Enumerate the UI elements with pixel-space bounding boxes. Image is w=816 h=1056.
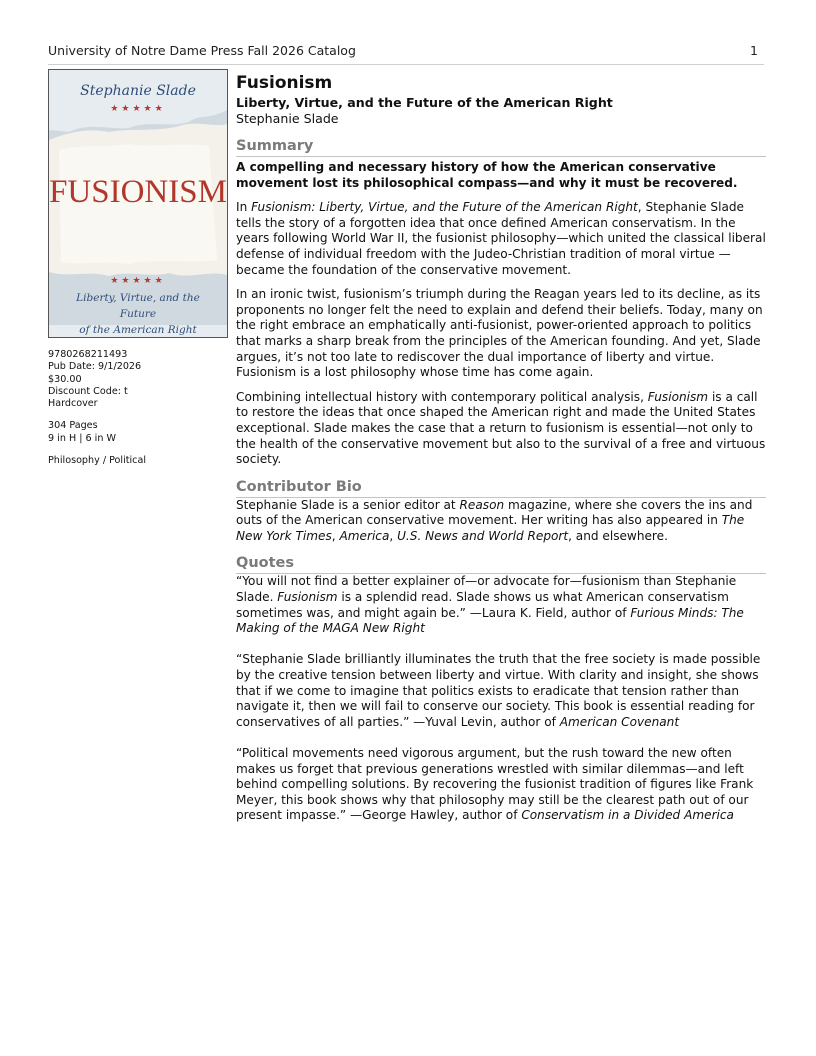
summary-paragraph-3: Combining intellectual history with contemporary political analysis, Fusionism is a call to restore the ideas that once shaped the American right and made the United States exceptional. Slade makes the case that a return to fusionism is essential—not only to the health of the conservative movement but also to the survival of a free and virtuous society. <box>236 389 766 467</box>
page-count: 304 Pages <box>48 420 98 432</box>
page-number: 1 <box>750 43 758 58</box>
book-metadata <box>48 349 228 467</box>
cover-stars-top: ★★★★★ <box>110 104 166 114</box>
quote-2: “Stephanie Slade brilliantly illuminates the truth that the free society is made possible by the creative tension between liberty and virtue. With clarity and insight, she shows that if we come to imagine that politics exists to eradicate that tension rather than navigate it, then we will fail to conserve our society. This book is essential reading for conservatives of all parties.” —Yuval Levin, author of American Covenant <box>236 652 761 729</box>
catalog-title: University of Notre Dame Press Fall 2026 Catalog <box>48 43 356 58</box>
quotes-heading: Quotes <box>236 554 766 574</box>
book-subtitle: Liberty, Virtue, and the Future of the American Right <box>236 95 613 110</box>
header-divider <box>48 64 764 65</box>
cover-subtitle <box>57 290 219 338</box>
quote-3: “Political movements need vigorous argument, but the rush toward the new often makes us forget that previous generations wrestled with similar dilemmas—and left behind compelling solutions. By recovering the fusionist tradition of figures like Frank Meyer, this book shows why that philosophy may still be the clearest path out of our present impasse.” —George Hawley, author of Conservatism in a Divided America <box>236 746 754 823</box>
contributor-bio-heading: Contributor Bio <box>236 478 766 498</box>
summary-paragraph-1: In Fusionism: Liberty, Virtue, and the Future of the American Right, Stephanie Slade tells the story of a forgotten idea that once defined American conservatism. In the years following World War II, the fusionist philosophy—which united the classical liberal defense of individual freedom with the Judeo-Christian tradition of moral virtue —became the foundation of the conservative movement. <box>236 200 766 277</box>
contributor-bio: Stephanie Slade is a senior editor at Reason magazine, where she covers the ins and outs of the American conservative movement. Her writing has also appeared in The New York Times, America, U.S. News and World Report, and elsewhere. <box>236 497 753 543</box>
book-details <box>236 72 766 824</box>
cover-title: FUSIONISM <box>49 174 227 210</box>
cover-stars-bottom: ★★★★★ <box>110 276 166 286</box>
discount-code: Discount Code: t <box>48 385 128 397</box>
category: Philosophy / Political <box>48 455 147 467</box>
dimensions: 9 in H | 6 in W <box>48 432 116 444</box>
summary-paragraph-2: In an ironic twist, fusionism’s triumph during the Reagan years led to its decline, as its proponents no longer felt the need to explain and defend their beliefs. Today, many on the right embrace an emphatically anti-fusionist, power-oriented approach to politics that marks a sharp break from the principles of the American founding. And yet, Slade argues, it’s not too late to rediscover the dual importance of liberty and virtue. Fusionism is a lost philosophy whose time has come again. <box>236 287 763 380</box>
cover-author: Stephanie Slade <box>80 83 196 99</box>
price: $30.00 <box>48 373 82 385</box>
cover-subtitle-line2: of the American Right <box>79 324 197 336</box>
book-title: Fusionism <box>236 73 333 93</box>
summary-heading: Summary <box>236 137 766 157</box>
catalog-header <box>48 43 764 58</box>
book-cover <box>48 69 228 338</box>
pub-date: Pub Date: 9/1/2026 <box>48 361 142 373</box>
cover-subtitle-line1: Liberty, Virtue, and the Future <box>76 292 200 320</box>
binding: Hardcover <box>48 398 98 410</box>
summary-lead: A compelling and necessary history of how the American conservative movement lost its philosophical compass—and why it must be recovered. <box>236 160 738 190</box>
isbn: 9780268211493 <box>48 349 128 360</box>
book-author: Stephanie Slade <box>236 111 339 126</box>
quote-1: “You will not find a better explainer of—or advocate for—fusionism than Stephanie Slade. Fusionism is a splendid read. Slade shows us what American conservatism sometimes was, and might again be.” —Laura K. Field, author of Furious Minds: The Making of the MAGA New Right <box>236 574 744 636</box>
